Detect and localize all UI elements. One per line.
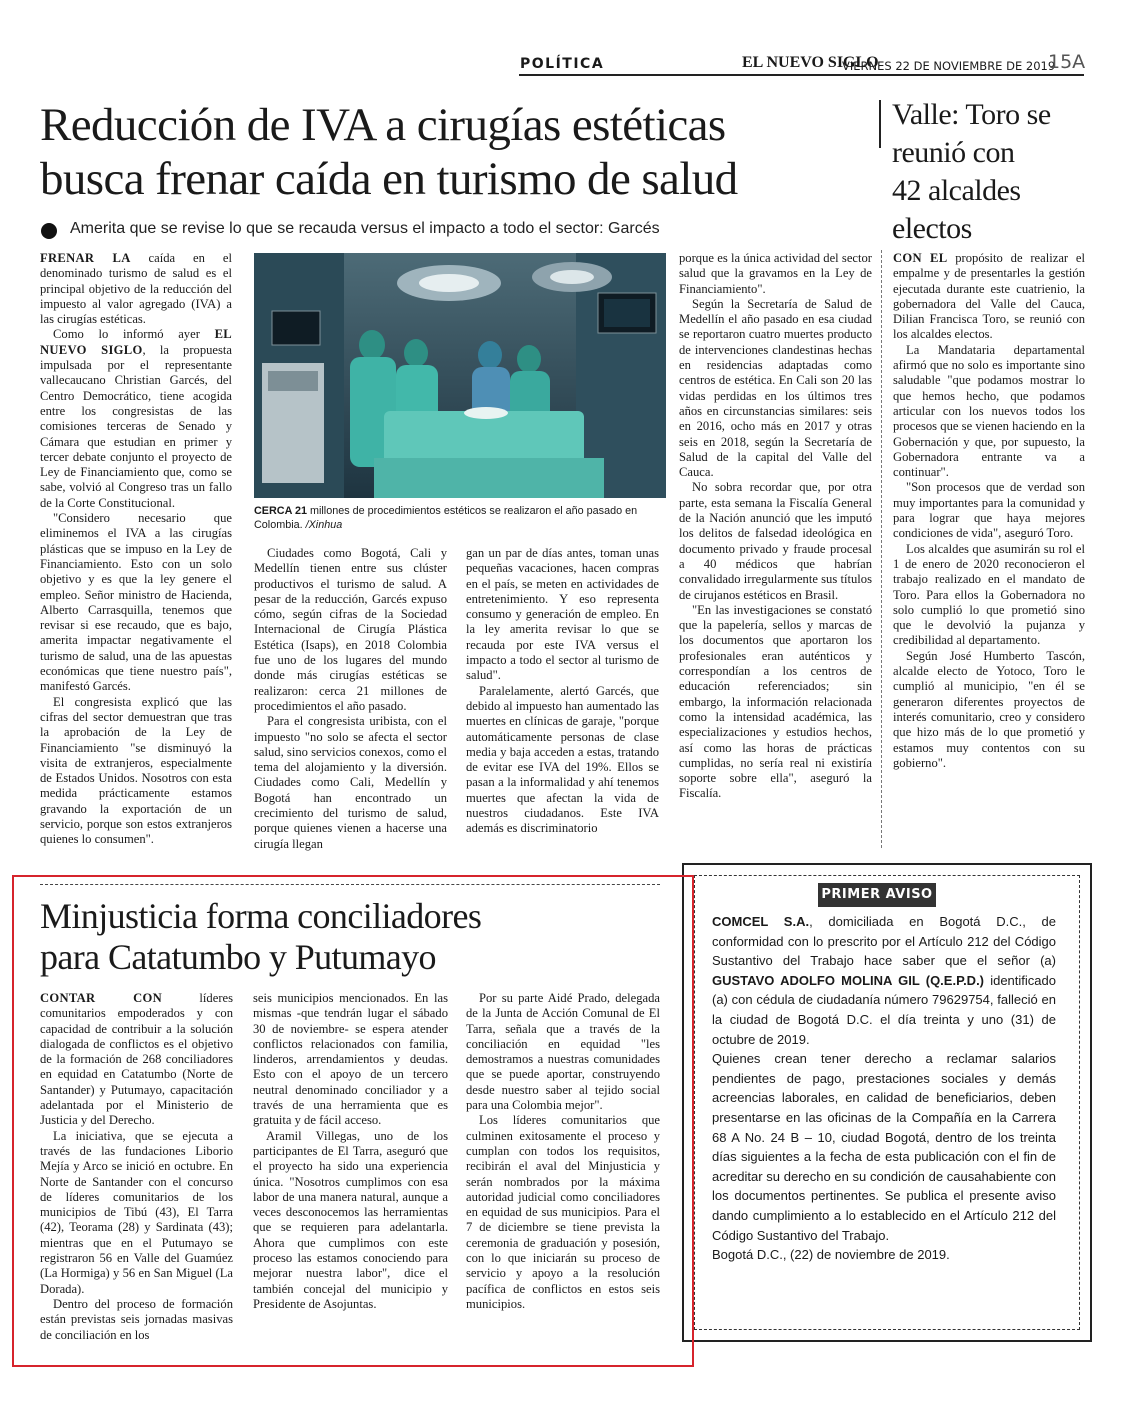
page-number: 15A (1048, 51, 1086, 73)
notice-deceased-name: GUSTAVO ADOLFO MOLINA GIL (Q.E.P.D.) (712, 972, 985, 988)
notice-company: COMCEL S.A. (712, 914, 810, 929)
masthead: EL NUEVO SIGLO (742, 54, 879, 71)
surgery-photo (254, 253, 666, 498)
header-rule (519, 74, 1084, 76)
main-headline-line2: busca frenar caída en turismo de salud (40, 153, 738, 205)
bottom-article-col3: Por su parte Aidé Prado, delegada de la Junta de Acción Comunal de El Tarra, señala que a través de la conciliación en equidad "les demostramos a nuestras comunidades que se puede aportar, construyendo desde nuestro saber al tejido social para una Colombia mejor". Los líderes comunitarios que culminen exitosamente el proceso y cumplan con todos los requisitos, recibirán el aval del Minjusticia y serán nombrados por la máxima autoridad judicial como conciliadores en equidad de sus municipios. Para el 7 de diciembre se tiene prevista la ceremonia de graduación y posesión, con lo que iniciarán su proceso de servicio y apoyo a la resolución pacífica de conflictos en estos seis municipios. (466, 991, 660, 1311)
operating-room-illustration (254, 253, 666, 498)
side-headline-line: Valle: Toro se (892, 98, 1051, 131)
lead-in: CON EL (893, 251, 948, 265)
section-label: POLÍTICA (520, 56, 605, 72)
bottom-article-col2: seis municipios mencionados. En las mismas -que tendrán lugar el sábado 30 de noviembre- se espera atender conflictos relacionados con familia, linderos, arrendamientos y deudas. Esto con el apoyo de un tercero neutral denominado conciliador y a través de una herramienta que es gratuita y de fácil acceso. Aramil Villegas, uno de los participantes de El Tarra, aseguró que el proyecto ha sido una experiencia única. "Nosotros cumplimos con esa labor de una manera natural, aunque a veces desconocemos las herramientas que se requieren para adelantarla. Ahora que cumplimos con este proceso las estamos conociendo para mejorar nuestra labor", dice el también concejal del municipio y Presidente de Asojuntas. (253, 991, 448, 1311)
main-article-col2: Ciudades como Bogotá, Cali y Medellín tienen entre sus clúster productivos el turismo de salud. A pesar de la reducción, Garcés expuso cómo, según cifras de la Sociedad Internacional de Cirugía Plástica Estética (Isaps), en 2018 Colombia fue uno de los lugares del mundo donde más cirugías estéticas se realizaron: cerca 21 millones de procedimientos el año pasado. Para el congresista uribista, con el impuesto "no solo se afecta el sector salud, sino servicios conexos, como el tema del alojamiento y la diversión. Ciudades como Cali, Medellín y Bogotá han encontrado un crecimiento del turismo de salud, porque quienes vienen a hacerse una cirugía llegan (254, 546, 447, 851)
lead-in: CONTAR CON (40, 991, 163, 1005)
main-subhead: Amerita que se revise lo que se recauda versus el impacto a todo el sector: Garcés (70, 220, 660, 237)
bottom-headline-line2: para Catatumbo y Putumayo (40, 937, 436, 977)
main-headline-line1: Reducción de IVA a cirugías estéticas (40, 99, 726, 151)
bottom-headline-line1: Minjusticia forma conciliadores (40, 896, 482, 936)
photo-caption: CERCA 21 millones de procedimientos estéticos se realizaron el año pasado en Colombia. /Xinhua (254, 505, 638, 531)
column-divider (879, 100, 881, 148)
main-article-col3: gan un par de días antes, toman unas pequeñas vacaciones, hacen compras en el país, se meten en actividades de entretenimiento. Y eso representa consumo y generación de empleo. En la ley amerita revisar lo que se recauda por este IVA versus el impacto a todo el sector al turismo de salud". Paralelamente, alertó Garcés, que debido al impuesto han aumentado las muertes en clínicas de garaje, "porque automáticamente personas de clase media y baja acceden a estas, tratando de evitar ese IVA del 19%. Ellos se pasan a la informalidad y ahí tenemos muertes que afectan la vida de nuestros ciudadanos. Este IVA además es discriminatorio (466, 546, 659, 836)
lead-in: FRENAR LA (40, 251, 131, 265)
main-article-col1: FRENAR LA caída en el denominado turismo de salud es el principal objetivo de la reducción del impuesto al valor agregado (IVA) a las cirugías estéticas. Como lo informó ayer EL NUEVO SIGLO, la propuesta impulsada por el representante vallecaucano Christian Garcés, del Centro Democrático, tiene acogida entre los congresistas de las comisiones terceras de Senado y Cámara que estudian en primer y tercer debate conjunto el proyecto de Ley de Financiamiento que, como se sabe, volvió al Congreso tras un fallo de la Corte Constitucional. "Considero necesario que eliminemos el IVA a las cirugías plásticas que se impuso en la Ley de Financiamiento. Esto con un solo objetivo y es que la ley genere el empleo. Señor ministro de Hacienda, Alberto Carrasquilla, tenemos que revisar si ese recaudo, que es bajo, amerita impactar negativamente el turismo de salud, una de las apuestas económicas que tiene nuestro país", manifestó Garcés. El congresista explicó que las cifras del sector demuestran que tras la aprobación de la Ley de Financiamiento "se disminuyó la visita de extranjeros, especialmente de Estados Unidos. Nosotros con esta medida prácticamente estamos gravando la exportación de un servicio, porque son estos extranjeros quienes lo consumen". (40, 251, 232, 847)
side-headline-line: reunió con (892, 136, 1015, 169)
column-divider-dashed (881, 250, 882, 848)
side-article-body: CON EL propósito de realizar el empalme y de presentarles la gestión ejecutada durante este cuatrienio, la gobernadora del Valle del Cauca, Dilian Francisca Toro, se reunió con los alcaldes electos. La Mandataria departamental afirmó que no solo es importante sino saludable "que podamos mostrar lo que hemos hecho, que podamos articular con los nuevos todos los procesos que se vienen haciendo en la Gobernación y que, por supuesto, la Gobernadora entrante va a continuar". "Son procesos que de verdad son muy importantes para la comunidad y para lograr que haya mejores condiciones de vida", aseguró Toro. Los alcaldes que asumirán su rol el 1 de enero de 2020 reconocieron el trabajo realizado en el mandato de Toro. Para ellos la Gobernadora no solo cumplió lo que prometió sino que le devolvió la pujanza y credibilidad al departamento. Según José Humberto Tascón, alcalde electo de Yotoco, Toro le cumplió al municipio, "en él se generaron diferentes proyectos de interés comunitario, creo y considero que hizo más de lo que prometió y estamos muy contentos con su gobierno". (893, 251, 1085, 770)
notice-label: PRIMER AVISO (818, 883, 936, 907)
bullet-icon (41, 223, 57, 239)
issue-date: VIERNES 22 DE NOVIEMBRE DE 2019 (842, 59, 1056, 73)
main-article-col4: porque es la única actividad del sector salud que la gravamos en la Ley de Financiamiento". Según la Secretaría de Salud de Medellín el año pasado en esa ciudad se reportaron cuatro muertes producto de intervenciones clandestinas hechas en residencias adaptadas como centros de estética. En Cali son 20 las vidas perdidas en los últimos tres años en circunstancias similares: seis en 2016, ocho más en 2017 y otras seis en 2018, según la Secretaría de Salud de la capital del Valle del Cauca. No sobra recordar que, por otra parte, esta semana la Fiscalía General de la Nación anunció que les imputó los delitos de falsedad ideológica en documento privado y fraude procesal a 40 médicos que habrían convalidado irregularmente sus títulos de cirujanos estéticos en Brasil. "En las investigaciones se constató que la papelería, sellos y marcas de los documentos que aportaron los profesionales eran auténticos y correspondían a los centros de educación referenciados; sin embargo, la información relacionada como la intensidad académica, las especializaciones y estudios hechos, así como las horas de prácticas cumplidas, no sería real ni existiría soporte sobre ella", aseguró la Fiscalía. (679, 251, 872, 801)
bottom-article-col1: CONTAR CON líderes comunitarios empoderados y con capacidad de contribuir a la solución dialogada de conflictos es el objetivo de la formación de 268 conciliadores en equidad en Catatumbo (Norte de Santander) y Putumayo, capacitación adelantada por el Ministerio de Justicia y del Derecho. La iniciativa, que se ejecuta a través de las fundaciones Liborio Mejía y Arco se inició en octubre. En Norte de Santander con el concurso de líderes comunitarios de los municipios de Tibú (43), El Tarra (42), Teorama (28) y Sardinata (43); mientras que en el Putumayo se registraron 56 en Valle del Guamúez (La Hormiga) y 56 en San Miguel (La Dorada). Dentro del proceso de formación están previstas seis jornadas masivas de conciliación en los (40, 991, 233, 1342)
side-headline-line: 42 alcaldes (892, 174, 1021, 207)
notice-body: COMCEL S.A., domiciliada en Bogotá D.C., de conformidad con lo prescrito por el Artículo 212 del Código Sustantivo del Trabajo hace saber que el señor (a) GUSTAVO ADOLFO MOLINA GIL (Q.E.P.D.) identificado (a) con cédula de ciudadanía número 79629754, falleció en la ciudad de Bogotá D.C. el día treinta y uno (31) de octubre de 2019. Quienes crean tener derecho a reclamar salarios pendientes de pago, prestaciones sociales y demás acreencias laborales, en calidad de beneficiarios, deben presentarse en las oficinas de la Compañía en la Carrera 68 A No. 24 B – 10, ciudad Bogotá, dentro de los treinta días siguientes a la fecha de esta publicación con el fin de acreditar su derecho en su condición de causahabiente con los documentos pertinentes. Se publica el presente aviso dando cumplimiento a lo establecido en el Artículo 212 del Código Sustantivo del Trabajo. Bogotá D.C., (22) de noviembre de 2019. (712, 914, 1056, 1263)
side-headline (892, 96, 1092, 248)
side-headline-line: electos (892, 212, 972, 245)
highlight-frame (12, 875, 694, 1367)
